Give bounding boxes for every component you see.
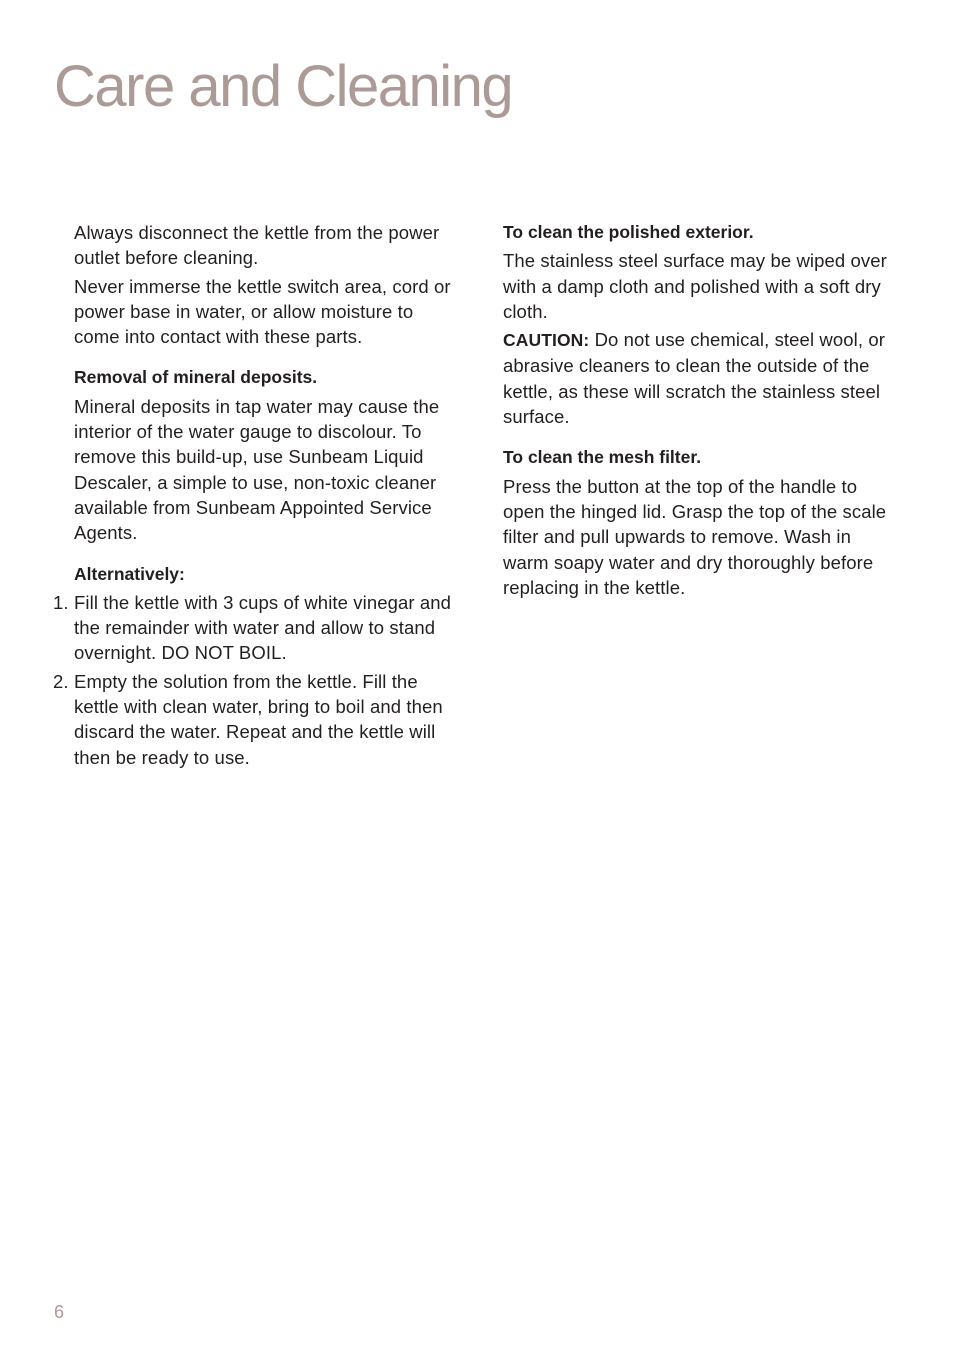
alternatively-steps-list <box>53 590 458 770</box>
caution-label: CAUTION: <box>503 330 590 351</box>
list-item <box>53 669 458 770</box>
mineral-deposits-body: Mineral deposits in tap water may cause the interior of the water gauge to discolour. To remove this build-up, use Sunbeam Liquid Descaler, a simple to use, non-toxic cleaner available from Sunbeam Appointed Service Agents. <box>74 395 440 544</box>
caution-paragraph <box>503 327 887 429</box>
left-column <box>53 220 458 773</box>
page-title: Care and Cleaning <box>54 54 513 119</box>
step-number: 2. <box>53 670 69 692</box>
list-item <box>53 590 458 666</box>
intro-paragraph-disconnect: Always disconnect the kettle from the power outlet before cleaning. <box>74 222 440 269</box>
mesh-filter-heading: To clean the mesh filter. <box>503 447 702 468</box>
alternatively-heading: Alternatively: <box>74 563 185 584</box>
caution-text: Do not use chemical, steel wool, or abrasive cleaners to clean the outside of the kettle, as these will scratch the stainless steel surface. <box>503 329 885 428</box>
step-text: Fill the kettle with 3 cups of white vinegar and the remainder with water and allow to stand overnight. DO NOT BOIL. <box>74 591 452 664</box>
page-number: 6 <box>54 1302 65 1322</box>
step-text: Empty the solution from the kettle. Fill the kettle with clean water, bring to boil and then discard the water. Repeat and the kettle will then be ready to use. <box>74 670 443 768</box>
mineral-deposits-heading: Removal of mineral deposits. <box>74 367 318 388</box>
exterior-heading: To clean the polished exterior. <box>503 222 754 242</box>
right-column <box>503 220 887 603</box>
step-number: 1. <box>53 591 69 613</box>
mesh-filter-body: Press the button at the top of the handle to open the hinged lid. Grasp the top of the scale filter and pull upwards to remove. Wash in warm soapy water and dry thoroughly before replacing in the kettle. <box>503 475 887 598</box>
exterior-body: The stainless steel surface may be wiped over with a damp cloth and polished with a soft dry cloth. <box>503 250 887 322</box>
intro-paragraph-immerse: Never immerse the kettle switch area, cord or power base in water, or allow moisture to come into contact with these parts. <box>74 275 451 348</box>
